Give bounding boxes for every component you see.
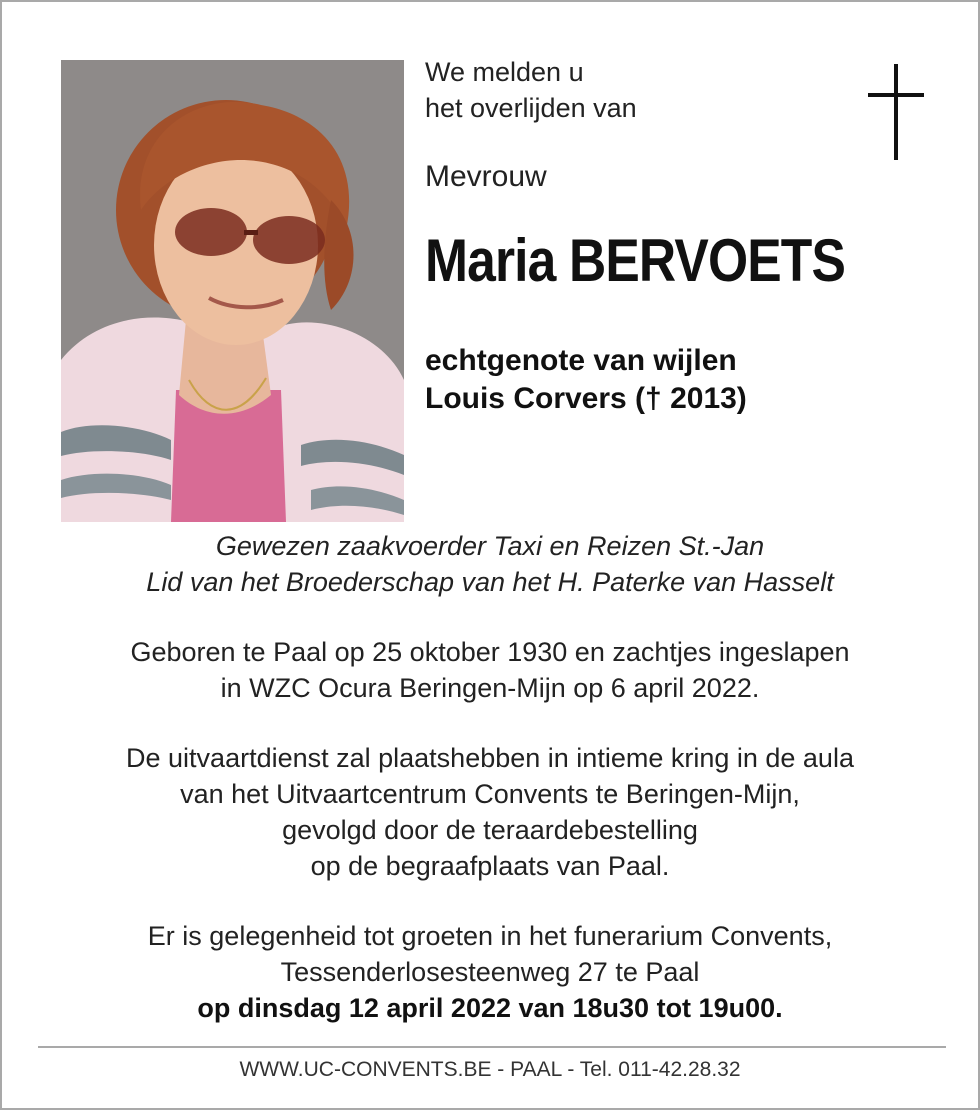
funeral-line-1: De uitvaartdienst zal plaatshebben in intieme kring in de aula (126, 743, 854, 773)
cross-icon (868, 64, 924, 160)
visitation-line-2: Tessenderlosesteenweg 27 te Paal (280, 957, 700, 987)
birth-death-line-2: in WZC Ocura Beringen-Mijn op 6 april 2022. (220, 673, 760, 703)
funeral-line-2: van het Uitvaartcentrum Convents te Beringen-Mijn, (180, 779, 800, 809)
role-line-1: Gewezen zaakvoerder Taxi en Reizen St.-Jan (215, 531, 765, 561)
visitation-line-1: Er is gelegenheid tot groeten in het funerarium Convents, (147, 921, 833, 951)
intro-line-2: het overlijden van (425, 93, 637, 123)
roles-block (2, 528, 978, 600)
spouse-line-2: Louis Corvers († 2013) (425, 382, 747, 415)
salutation: Mevrouw (425, 160, 547, 193)
funeral-line-4: op de begraafplaats van Paal. (310, 851, 670, 881)
visitation-line-3: op dinsdag 12 april 2022 van 18u30 tot 19u00. (197, 993, 783, 1023)
announcement-intro (425, 54, 637, 126)
spouse-info (425, 342, 747, 418)
funeral-line-3: gevolgd door de teraardebestelling (282, 815, 698, 845)
intro-line-1: We melden u (425, 57, 584, 87)
visitation-block (2, 918, 978, 1026)
footer-contact: WWW.UC-CONVENTS.BE - PAAL - Tel. 011-42.28.32 (239, 1058, 741, 1081)
birth-death-block (2, 634, 978, 706)
birth-death-line-1: Geboren te Paal op 25 oktober 1930 en zachtjes ingeslapen (130, 637, 850, 667)
role-line-2: Lid van het Broederschap van het H. Paterke van Hasselt (146, 567, 834, 597)
portrait-photo (61, 60, 404, 522)
spouse-line-1: echtgenote van wijlen (425, 344, 737, 377)
funeral-block (2, 740, 978, 884)
footer-divider (38, 1046, 946, 1048)
deceased-name: Maria BERVOETS (425, 227, 846, 294)
